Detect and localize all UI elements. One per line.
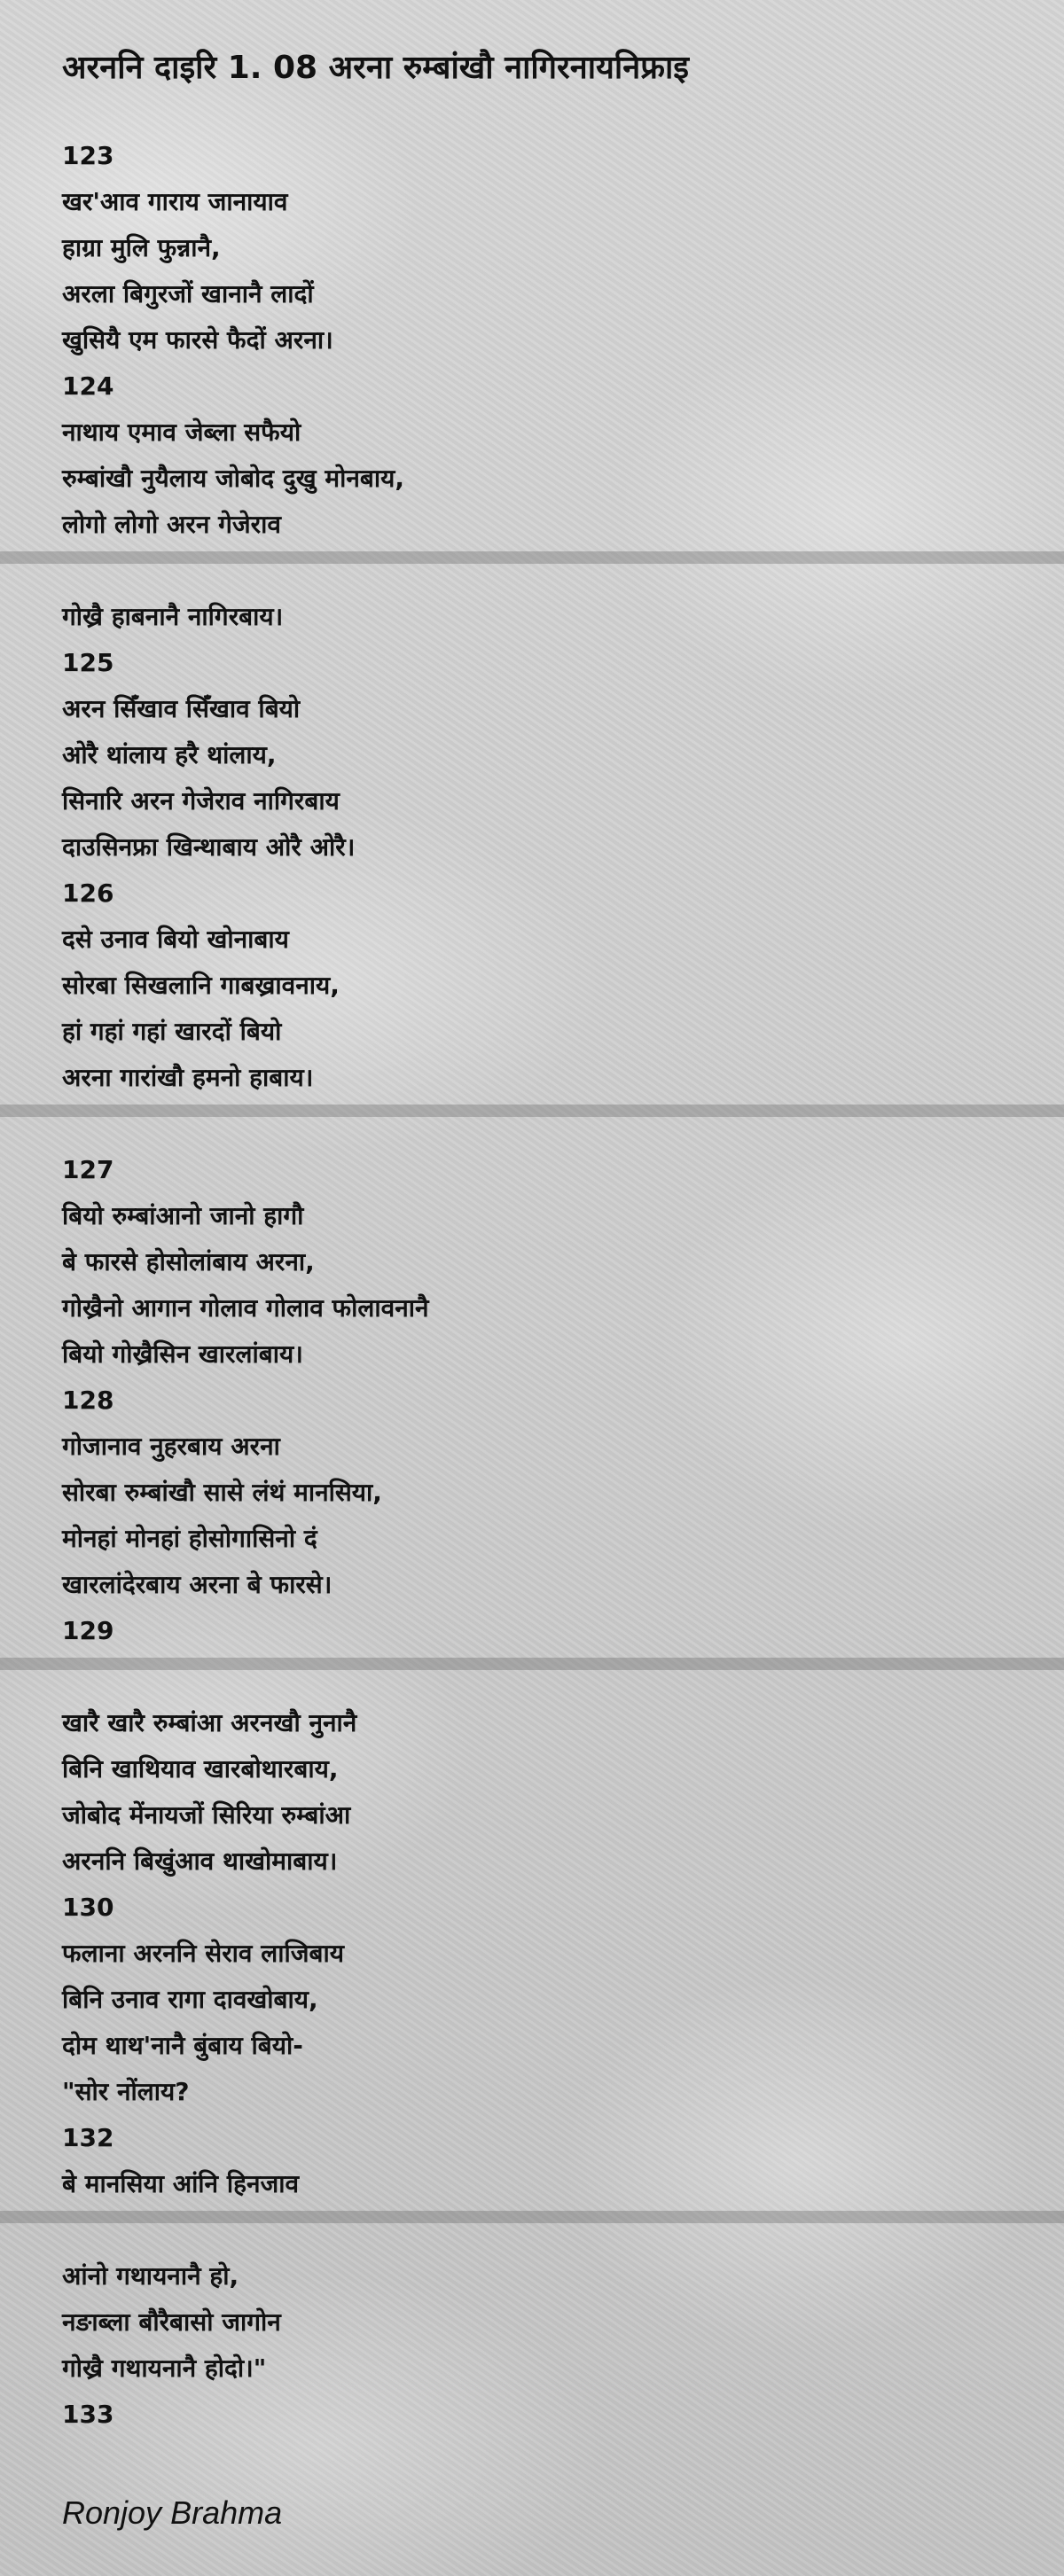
poem-line: हाग्रा मुलि फुन्नानै, (62, 233, 221, 262)
poem-line: 123 (62, 141, 114, 170)
poem-line: गोख्रैनो आगान गोलाव गोलाव फोलावनानै (62, 1293, 429, 1323)
poem-line: आंनो गथायनानै हो, (62, 2261, 239, 2291)
poem-line: नङाब्ला बौरैबासो जागोन (62, 2307, 281, 2337)
stanza-gap (62, 1654, 1002, 1700)
poem-line: गोख्रै गथायनानै होदो।" (62, 2354, 267, 2383)
poem-line: खुसियै एम फारसे फैदों अरना। (62, 325, 333, 355)
author-name: Ronjoy Brahma (62, 2494, 283, 2531)
poem-line: 124 (62, 371, 114, 401)
poem-line: दोम थाथ'नानै बुंबाय बियो- (62, 2031, 303, 2060)
poem-line: बे मानसिया आंनि हिनजाव (62, 2169, 300, 2198)
poem-body (62, 133, 1002, 2438)
poem-line: गोख्रै हाबनानै नागिरबाय। (62, 602, 284, 631)
poem-line: सिनारि अरन गेजेराव नागिरबाय (62, 786, 340, 816)
poem-line: बियो रुम्बांआनो जानो हागौ (62, 1201, 304, 1230)
poem-line: 126 (62, 878, 114, 908)
stanza-gap (62, 1101, 1002, 1147)
poem-line: लोगो लोगो अरन गेजेराव (62, 510, 281, 539)
poem-line: मोनहां मोनहां होसोगासिनो दं (62, 1524, 317, 1553)
poem-line: 130 (62, 1893, 114, 1922)
poem-line: अरन सिँखाव सिँखाव बियो (62, 694, 301, 723)
poem-line: खारलांदेरबाय अरना बे फारसे। (62, 1570, 332, 1599)
poem-line: 127 (62, 1155, 114, 1184)
poem-line: अरननि बिखुंआव थाखोमाबाय। (62, 1846, 338, 1876)
poem-line: बिनि खाथियाव खारबोथारबाय, (62, 1754, 339, 1784)
poem-line: खर'आव गाराय जानायाव (62, 187, 288, 216)
poem-line: बे फारसे होसोलांबाय अरना, (62, 1247, 315, 1276)
poem-line: गोजानाव नुहरबाय अरना (62, 1432, 280, 1461)
poem-line: जोबोद मेंनायजों सिरिया रुम्बांआ (62, 1800, 351, 1830)
stanza-gap (62, 548, 1002, 594)
poem-line: दाउसिनफ्रा खिन्थाबाय ओरै ओरै। (62, 832, 356, 862)
poem-line: रुम्बांखौ नुयैलाय जोबोद दुखु मोनबाय, (62, 464, 405, 493)
poem-line: नाथाय एमाव जेब्ला सफैयो (62, 418, 301, 447)
poem-line: 132 (62, 2123, 114, 2152)
poem-line: हां गहां गहां खारदों बियो (62, 1017, 282, 1046)
poem-line: दसे उनाव बियो खोनाबाय (62, 925, 289, 954)
poem-line: खारै खारै रुम्बांआ अरनखौ नुनानै (62, 1708, 357, 1737)
poem-line: सोरबा रुम्बांखौ सासे लंथं मानसिया, (62, 1478, 382, 1507)
poem-line: 125 (62, 648, 114, 677)
stanza-gap (62, 2207, 1002, 2253)
poem-line: ओरै थांलाय हरै थांलाय, (62, 740, 277, 769)
poem-line: फलाना अरननि सेराव लाजिबाय (62, 1939, 344, 1968)
poem-line: "सोर नोंलाय? (62, 2077, 190, 2106)
poem-line: अरला बिगुरजों खानानै लादों (62, 279, 314, 308)
poem-line: सोरबा सिखलानि गाबख्रावनाय, (62, 971, 340, 1000)
poem-line: 133 (62, 2400, 114, 2429)
poem-line: 129 (62, 1616, 114, 1645)
poem-line: बियो गोख्रैसिन खारलांबाय। (62, 1339, 303, 1369)
poem-line: 128 (62, 1386, 114, 1415)
poem-line: अरना गारांखौ हमनो हाबाय। (62, 1063, 314, 1092)
poem-title: अरननि दाइरि 1. 08 अरना रुम्बांखौ नागिरनायनिफ्राइ (62, 50, 689, 86)
poem-line: बिनि उनाव रागा दावखोबाय, (62, 1985, 318, 2014)
